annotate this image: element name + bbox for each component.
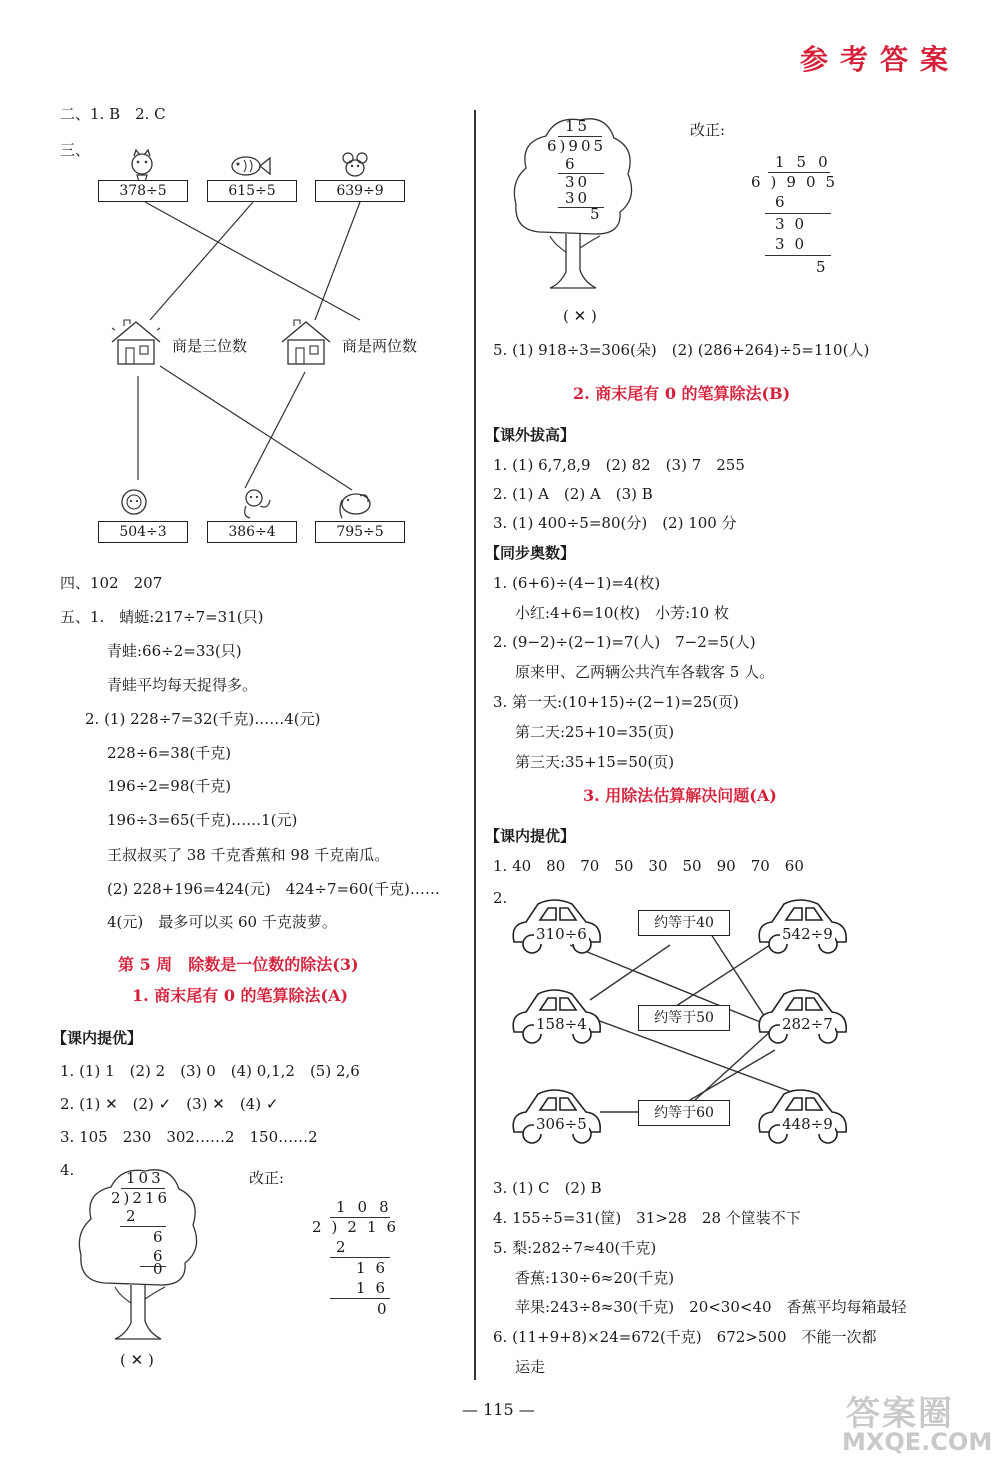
match-box-bottom: 504÷3 xyxy=(98,521,188,543)
approx-box: 约等于60 xyxy=(638,1100,730,1126)
car-label: 310÷6 xyxy=(536,925,587,943)
car-label: 448÷9 xyxy=(782,1115,833,1133)
section-title: 3. 用除法估算解决问题(A) xyxy=(583,786,777,805)
calc-bar xyxy=(120,1226,166,1227)
question-label: 2. xyxy=(493,889,508,907)
section-title: 2. 商末尾有 0 的笔算除法(B) xyxy=(573,384,791,403)
answer-line: 196÷3=65(千克)……1(元) xyxy=(107,811,298,829)
watermark-url: MXQE.COM xyxy=(842,1428,993,1456)
answer-line: 3. 第一天:(10+15)÷(2−1)=25(页) xyxy=(493,693,739,711)
calc-bar xyxy=(765,213,831,214)
fix-calc-step: 16 xyxy=(356,1259,396,1277)
answer-line: 运走 xyxy=(515,1358,546,1376)
tree-calc-step: 30 xyxy=(565,173,591,191)
answer-line: (2) 228+196=424(元) 424÷7=60(千克)…… xyxy=(107,880,440,898)
answer-line: 6. (11+9+8)×24=672(千克) 672>500 不能一次都 xyxy=(493,1328,877,1346)
fix-label: 改正: xyxy=(249,1169,285,1187)
tree-calc-step: 0 xyxy=(153,1260,163,1278)
answer-section-4: 四、102 207 xyxy=(60,574,163,592)
tree-calc-dividend: 6)905 xyxy=(547,137,607,155)
house-label: 商是三位数 xyxy=(172,337,248,355)
answer-section-3-label: 三、 xyxy=(60,141,91,159)
fix-calc-quotient: 108 xyxy=(336,1198,401,1216)
answer-line: 王叔叔买了 38 千克香蕉和 98 千克南瓜。 xyxy=(107,846,390,864)
tree-calc-step: 6 xyxy=(565,155,575,173)
mouse-icon xyxy=(343,153,367,176)
answer-line: 1. (1) 1 (2) 2 (3) 0 (4) 0,1,2 (5) 2,6 xyxy=(60,1062,360,1080)
elephant-icon xyxy=(340,494,370,518)
car-label: 306÷5 xyxy=(536,1115,587,1133)
fix-calc-step: 16 xyxy=(356,1279,396,1297)
fish-icon xyxy=(232,157,270,175)
answer-line: 196÷2=98(千克) xyxy=(107,777,232,795)
answer-line: 3. (1) C (2) B xyxy=(493,1179,602,1197)
match-box-bottom: 386÷4 xyxy=(207,521,297,543)
header-title: 参考答案 xyxy=(800,43,961,76)
tree-calc-quotient: 15 xyxy=(565,117,591,135)
fix-calc-step: 0 xyxy=(377,1300,387,1318)
fix-calc-step: 6 xyxy=(775,193,785,211)
tree-calc-dividend: 2)216 xyxy=(111,1189,171,1207)
tree-calc-step: 30 xyxy=(565,189,591,207)
fix-calc-dividend: 2)216 xyxy=(312,1218,407,1236)
question-label: 4. xyxy=(60,1161,75,1179)
answer-line: 苹果:243÷8≈30(千克) 20<30<40 香蕉平均每箱最轻 xyxy=(515,1298,907,1316)
answer-line: 小红:4+6=10(枚) 小芳:10 枚 xyxy=(515,604,729,622)
answer-line: 3. 105 230 302……2 150……2 xyxy=(60,1128,318,1146)
fix-calc-step: 5 xyxy=(816,258,826,276)
answer-line: 五、1. 蜻蜓:217÷7=31(只) xyxy=(60,608,264,626)
answer-line: 1. (1) 6,7,8,9 (2) 82 (3) 7 255 xyxy=(493,456,745,474)
answer-line: 3. (1) 400÷5=80(分) (2) 100 分 xyxy=(493,514,737,532)
fix-calc-quotient: 150 xyxy=(775,153,840,171)
calc-bar xyxy=(330,1298,390,1299)
fix-calc-step: 30 xyxy=(775,215,815,233)
answer-line: 第二天:25+10=35(页) xyxy=(515,723,675,741)
match-box-top: 639÷9 xyxy=(315,180,405,202)
car-label: 282÷7 xyxy=(782,1015,833,1033)
watermark-logo: 答案圈 xyxy=(846,1394,954,1434)
answer-line: 青蛙平均每天捉得多。 xyxy=(107,676,258,694)
monkey-icon xyxy=(245,490,270,518)
answer-line: 5. (1) 918÷3=306(朵) (2) (286+264)÷5=110(人) xyxy=(493,341,870,359)
fix-calc-step: 30 xyxy=(775,235,815,253)
house-label: 商是两位数 xyxy=(342,337,418,355)
fix-calc-step: 2 xyxy=(336,1238,346,1256)
answer-line: 第三天:35+15=50(页) xyxy=(515,753,675,771)
match-box-bottom: 795÷5 xyxy=(315,521,405,543)
answer-line: 2. (1) 228÷7=32(千克)……4(元) xyxy=(85,710,321,728)
lion-icon xyxy=(122,490,146,514)
section-tag: 【课内提优】 xyxy=(485,827,576,845)
fix-label: 改正: xyxy=(690,121,726,139)
cat-icon xyxy=(132,150,152,182)
calc-bar xyxy=(330,1257,390,1258)
section-tag: 【课外拔高】 xyxy=(485,426,576,444)
answer-line: 1. (6+6)÷(4−1)=4(枚) xyxy=(493,574,661,592)
page-number: — 115 — xyxy=(462,1400,535,1419)
house-icon xyxy=(112,320,160,364)
answer-line: 4(元) 最多可以买 60 千克菠萝。 xyxy=(107,913,337,931)
tree-calc-quotient: 103 xyxy=(126,1169,164,1187)
section-tag: 【课内提优】 xyxy=(52,1029,143,1047)
section-title: 1. 商末尾有 0 的笔算除法(A) xyxy=(132,986,349,1005)
column-divider xyxy=(474,110,476,1380)
answer-line: 4. 155÷5=31(筐) 31>28 28 个筐装不下 xyxy=(493,1209,801,1227)
car-label: 542÷9 xyxy=(782,925,833,943)
answer-line: 原来甲、乙两辆公共汽车各载客 5 人。 xyxy=(515,663,775,681)
answer-line: 1. 40 80 70 50 30 50 90 70 60 xyxy=(493,857,804,875)
fix-calc-dividend: 6)905 xyxy=(751,173,846,191)
match-box-top: 378÷5 xyxy=(98,180,188,202)
wrong-mark: ( ✕ ) xyxy=(563,307,597,325)
approx-box: 约等于40 xyxy=(638,910,730,936)
calc-bar xyxy=(765,255,831,256)
answer-section-2: 二、1. B 2. C xyxy=(60,105,166,123)
tree-calc-step: 5 xyxy=(590,205,600,223)
answer-line: 5. 梨:282÷7≈40(千克) xyxy=(493,1239,657,1257)
match-box-top: 615÷5 xyxy=(207,180,297,202)
answer-line: 2. (9−2)÷(2−1)=7(人) 7−2=5(人) xyxy=(493,633,756,651)
approx-box: 约等于50 xyxy=(638,1005,730,1031)
house-icon xyxy=(282,320,330,364)
car-label: 158÷4 xyxy=(536,1015,587,1033)
week-title: 第 5 周 除数是一位数的除法(3) xyxy=(118,955,359,974)
answer-line: 2. (1) A (2) A (3) B xyxy=(493,485,653,503)
tree-calc-step: 6 xyxy=(153,1247,163,1265)
answer-line: 青蛙:66÷2=33(只) xyxy=(107,642,242,660)
tree-calc-step: 6 xyxy=(153,1228,163,1246)
wrong-mark: ( ✕ ) xyxy=(120,1351,154,1369)
tree-calc-step: 2 xyxy=(126,1207,136,1225)
section-tag: 【同步奥数】 xyxy=(485,544,576,562)
answer-line: 香蕉:130÷6≈20(千克) xyxy=(515,1269,675,1287)
answer-line: 228÷6=38(千克) xyxy=(107,744,232,762)
answer-line: 2. (1) ✕ (2) ✓ (3) ✕ (4) ✓ xyxy=(60,1095,279,1113)
